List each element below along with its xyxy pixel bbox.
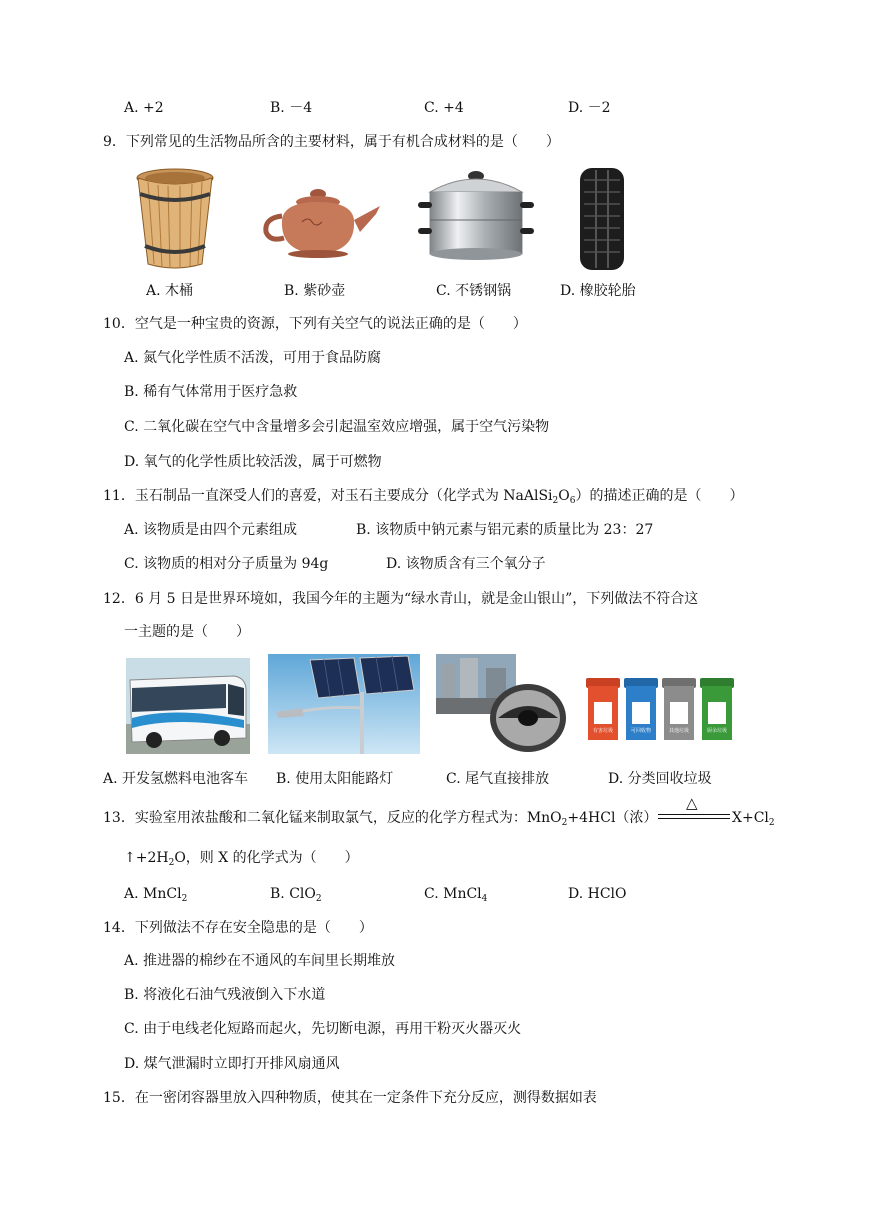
q12-stem-line2: 一主题的是（ ）: [124, 624, 250, 640]
q13-option-b: B. ClO$_2$: [270, 886, 322, 904]
q13-option-c: C. MnCl$_4$: [424, 886, 488, 904]
q13-option-d: D. HClO: [568, 886, 627, 902]
q12-option-a: A. 开发氢燃料电池客车: [103, 771, 249, 787]
q14-option-d: D. 煤气泄漏时立即打开排风扇通风: [124, 1056, 340, 1072]
bin-label-4: 厨余垃圾: [706, 728, 728, 734]
q8-option-a: A. +2: [124, 100, 164, 116]
q11-option-a: A. 该物质是由四个元素组成: [124, 522, 298, 538]
q10-option-b: B. 稀有气体常用于医疗急救: [124, 384, 298, 400]
q11-stem: 11．玉石制品一直深受人们的喜爱，对玉石主要成分（化学式为 $NaAlSi_2O_6$）的描述正确的是（ ）: [103, 488, 744, 506]
q12-option-d: D. 分类回收垃圾: [608, 771, 712, 787]
q11-option-b: B. 该物质中钠元素与铝元素的质量比为 23：27: [356, 522, 654, 538]
q9-option-c: C. 不锈钢锅: [436, 283, 512, 299]
q11-option-d: D. 该物质含有三个氧分子: [386, 556, 546, 572]
q13-product: $X+Cl_2$: [732, 810, 775, 828]
q13-stem-line1: 13．实验室用浓盐酸和二氧化锰来制取氯气，反应的化学方程式为：MnO$_2$+4HCl（浓）: [103, 810, 658, 828]
q13-stem-line2: $↑+2H_2O$，则 X 的化学式为（ ）: [124, 850, 359, 868]
q15-stem: 15．在一密闭容器里放入四种物质，使其在一定条件下充分反应，测得数据如表: [103, 1090, 597, 1106]
q9-stem: 9．下列常见的生活物品所含的主要材料，属于有机合成材料的是（ ）: [103, 134, 560, 150]
q9-option-b: B. 紫砂壶: [284, 283, 346, 299]
q14-option-b: B. 将液化石油气残液倒入下水道: [124, 987, 326, 1003]
bin-label-3: 其他垃圾: [668, 728, 690, 734]
q14-stem: 14．下列做法不存在安全隐患的是（ ）: [103, 920, 373, 936]
recycle-bins-image: [584, 672, 740, 744]
bin-label-1: 有害垃圾: [592, 728, 614, 734]
bin-label-2: 可回收物: [630, 728, 652, 734]
q14-option-a: A. 推进器的棉纱在不通风的车间里长期堆放: [124, 953, 396, 969]
q10-option-a: A. 氮气化学性质不活泼，可用于食品防腐: [124, 350, 382, 366]
solar-streetlight-image: [268, 654, 420, 754]
wooden-bucket-image: [134, 166, 216, 270]
q12-option-b: B. 使用太阳能路灯: [276, 771, 394, 787]
heat-triangle-icon: △: [686, 794, 698, 812]
q10-option-d: D. 氧气的化学性质比较活泼，属于可燃物: [124, 454, 382, 470]
q10-option-c: C. 二氧化碳在空气中含量增多会引起温室效应增强，属于空气污染物: [124, 419, 550, 435]
q8-option-c: C. +4: [424, 100, 464, 116]
reaction-condition: [658, 794, 730, 823]
q9-option-a: A. 木桶: [146, 283, 194, 299]
hydrogen-bus-image: [126, 658, 250, 754]
rubber-tire-image: [574, 166, 630, 272]
q8-option-b: B. －4: [270, 100, 313, 116]
q14-option-c: C. 由于电线老化短路而起火，先切断电源，再用干粉灭火器灭火: [124, 1021, 522, 1037]
q9-option-d: D. 橡胶轮胎: [560, 283, 636, 299]
q8-option-d: D. －2: [568, 100, 611, 116]
teapot-image: [262, 180, 384, 264]
stainless-pot-image: [416, 166, 536, 266]
q12-option-c: C. 尾气直接排放: [446, 771, 550, 787]
exhaust-image: [436, 654, 566, 754]
q12-stem-line1: 12．6 月 5 日是世界环境如，我国今年的主题为“绿水青山，就是金山银山”，下列做法不符合这: [103, 591, 699, 607]
q11-option-c: C. 该物质的相对分子质量为 94g: [124, 556, 329, 572]
q10-stem: 10．空气是一种宝贵的资源，下列有关空气的说法正确的是（ ）: [103, 316, 527, 332]
q13-option-a: A. MnCl$_2$: [124, 886, 188, 904]
